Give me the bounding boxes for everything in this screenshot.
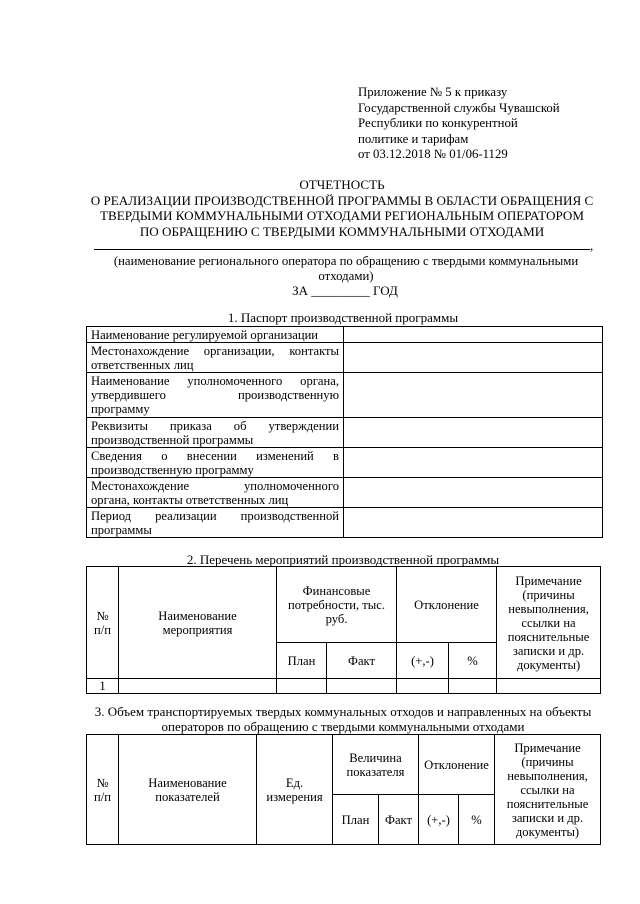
heading-line: ОТЧЕТНОСТЬ: [299, 177, 385, 192]
label-text: программу: [91, 402, 150, 416]
row-cell: [277, 679, 327, 694]
header-plus-minus: (+,-): [419, 795, 459, 845]
appendix-line: политике и тарифам: [358, 131, 469, 146]
header-deviation: Отклонение: [397, 567, 497, 643]
row-cell: [327, 679, 397, 694]
header-fact: Факт: [327, 643, 397, 679]
header-fact: Факт: [379, 795, 419, 845]
header-plan: План: [333, 795, 379, 845]
operator-name-line: [94, 249, 590, 250]
passport-label: [87, 418, 344, 448]
header-name: Наименование мероприятия: [119, 567, 277, 679]
header-percent: %: [449, 643, 497, 679]
document-heading: [80, 177, 604, 239]
operator-line-comma: ,: [590, 238, 594, 253]
report-period: ЗА _________ ГОД: [292, 283, 398, 298]
row-cell: [449, 679, 497, 694]
header-indicator-value: Величина показателя: [333, 735, 419, 795]
header-deviation: Отклонение: [419, 735, 495, 795]
table-row: [87, 418, 603, 448]
header-note: Примечание (причины невыполнения, ссылки на пояснительные записки и др. документы): [497, 567, 601, 679]
header-num: № п/п: [87, 735, 119, 845]
row-cell: [497, 679, 601, 694]
passport-value: [344, 418, 603, 448]
passport-label: [87, 508, 344, 538]
label-text: производственную программу: [91, 463, 254, 477]
heading-line: ПО ОБРАЩЕНИЮ С ТВЕРДЫМИ КОММУНАЛЬНЫМИ ОТХОДАМИ: [139, 223, 545, 239]
table-header-row: [87, 567, 601, 643]
appendix-line: Республики по конкурентной: [358, 116, 518, 130]
header-plan: План: [277, 643, 327, 679]
table-row: [87, 508, 603, 538]
label-text: ответственных лиц: [91, 358, 194, 372]
label-text: Реквизиты приказа об утверждении: [91, 419, 339, 433]
table3-title-line: 3. Объем транспортируемых твердых коммунальных отходов и направленных на объекты: [94, 704, 592, 719]
heading-line: ТВЕРДЫМИ КОММУНАЛЬНЫМИ ОТХОДАМИ РЕГИОНАЛЬНЫМ ОПЕРАТОРОМ: [99, 208, 585, 223]
passport-value: [344, 327, 603, 343]
appendix-line: от 03.12.2018 № 01/06-1129: [358, 147, 508, 161]
table-row: [87, 327, 603, 343]
passport-value: [344, 508, 603, 538]
label-text: производственной программы: [91, 433, 254, 447]
passport-table: [86, 326, 603, 538]
activities-table: [86, 566, 601, 694]
table-row: [87, 343, 603, 373]
table2-title: 2. Перечень мероприятий производственной программы: [186, 552, 500, 567]
operator-caption: (наименование регионального оператора по обращению с твердыми коммунальными отходами): [113, 254, 579, 283]
label-text: Наименование уполномоченного органа, утвердившего производственную: [91, 374, 339, 402]
passport-label: [87, 478, 344, 508]
passport-label: [87, 343, 344, 373]
passport-value: [344, 373, 603, 418]
label-text: Местонахождение уполномоченного: [91, 479, 339, 493]
table3-title: [86, 704, 600, 734]
row-num: 1: [87, 679, 119, 694]
header-financial-needs: Финансовые потребности, тыс. руб.: [277, 567, 397, 643]
passport-label: [87, 327, 344, 343]
row-cell: [119, 679, 277, 694]
appendix-line: Приложение № 5 к приказу: [358, 85, 508, 99]
table-row: [87, 679, 601, 694]
label-text: Период реализации производственной: [91, 509, 339, 523]
heading-line: О РЕАЛИЗАЦИИ ПРОИЗВОДСТВЕННОЙ ПРОГРАММЫ В ОБЛАСТИ ОБРАЩЕНИЯ С: [90, 192, 594, 208]
header-percent: %: [459, 795, 495, 845]
header-name: Наименование показателей: [119, 735, 257, 845]
label-text: Сведения о внесении изменений в: [91, 449, 339, 463]
header-num: № п/п: [87, 567, 119, 679]
table3-title-line: операторов по обращению с твердыми коммунальными отходами: [161, 719, 525, 734]
header-plus-minus: (+,-): [397, 643, 449, 679]
table-row: [87, 373, 603, 418]
label-text: органа, контакты ответственных лиц: [91, 493, 289, 507]
header-unit: Ед. измерения: [257, 735, 333, 845]
passport-value: [344, 343, 603, 373]
header-note: Примечание (причины невыполнения, ссылки на пояснительные записки и др. документы): [495, 735, 601, 845]
label-text: Местонахождение организации, контакты: [91, 344, 339, 358]
passport-label: [87, 448, 344, 478]
table1-title: 1. Паспорт производственной программы: [227, 310, 459, 325]
passport-value: [344, 478, 603, 508]
label-text: программы: [91, 523, 152, 537]
passport-value: [344, 448, 603, 478]
table-header-row: [87, 735, 601, 795]
table-row: [87, 478, 603, 508]
appendix-line: Государственной службы Чувашской: [358, 100, 560, 115]
table-row: [87, 448, 603, 478]
label-text: Наименование регулируемой организации: [91, 328, 319, 342]
appendix-note: [358, 85, 620, 163]
passport-label: [87, 373, 344, 418]
row-cell: [397, 679, 449, 694]
waste-volume-table: [86, 734, 601, 845]
